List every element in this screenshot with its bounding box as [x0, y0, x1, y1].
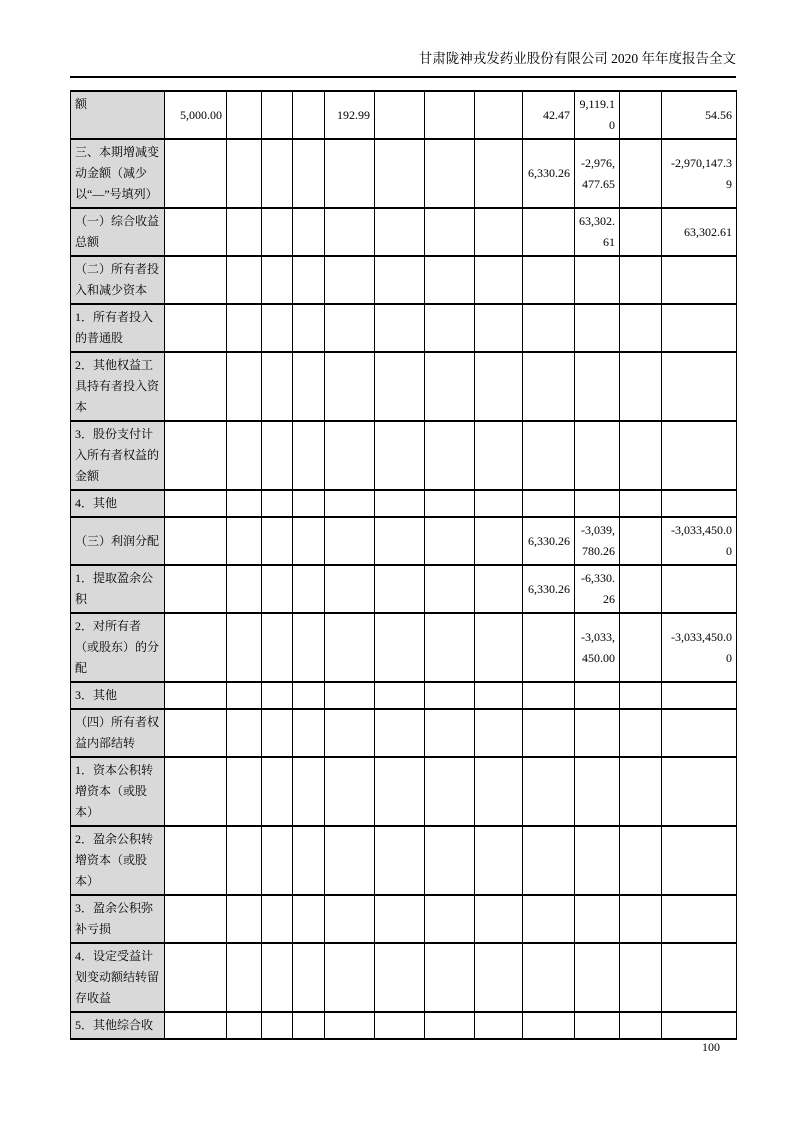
table-row: [71, 1012, 737, 1039]
value-cell: 6,330.26: [523, 139, 575, 208]
value-cell: [262, 565, 293, 613]
value-cell: [425, 517, 475, 565]
row-label: 2．其他权益工具持有者投入资本: [71, 352, 165, 421]
value-cell: [523, 304, 575, 352]
value-cell: [620, 208, 662, 256]
value-cell: [425, 682, 475, 709]
value-cell: [375, 490, 425, 517]
value-cell: [262, 709, 293, 757]
value-cell: [262, 757, 293, 826]
value-cell: [662, 943, 737, 1012]
value-cell: [523, 709, 575, 757]
value-cell: [325, 565, 375, 613]
value-cell: [262, 139, 293, 208]
value-cell: [375, 256, 425, 304]
value-cell: [662, 565, 737, 613]
value-cell: [227, 208, 262, 256]
value-cell: [325, 826, 375, 895]
value-cell: [475, 352, 523, 421]
value-cell: [262, 826, 293, 895]
value-cell: [523, 757, 575, 826]
value-cell: 63,302.61: [662, 208, 737, 256]
value-cell: [425, 256, 475, 304]
value-cell: [620, 352, 662, 421]
value-cell: [375, 826, 425, 895]
value-cell: [475, 1012, 523, 1039]
value-cell: [375, 757, 425, 826]
value-cell: [575, 1012, 620, 1039]
value-cell: [425, 304, 475, 352]
value-cell: -3,033,450.00: [662, 517, 737, 565]
value-cell: [425, 613, 475, 682]
value-cell: [575, 256, 620, 304]
value-cell: 9,119.10: [575, 91, 620, 139]
value-cell: [165, 565, 227, 613]
value-cell: [262, 613, 293, 682]
value-cell: [575, 895, 620, 943]
page-footer: [70, 1040, 720, 1055]
value-cell: [662, 895, 737, 943]
table-row: [71, 757, 737, 826]
value-cell: [325, 256, 375, 304]
value-cell: [325, 709, 375, 757]
value-cell: [523, 682, 575, 709]
row-label: （三）利润分配: [71, 517, 165, 565]
value-cell: [620, 682, 662, 709]
value-cell: [475, 565, 523, 613]
value-cell: [262, 304, 293, 352]
value-cell: [293, 1012, 325, 1039]
value-cell: [575, 490, 620, 517]
table-row: [71, 208, 737, 256]
value-cell: 42.47: [523, 91, 575, 139]
value-cell: [293, 895, 325, 943]
value-cell: [662, 421, 737, 490]
value-cell: [523, 256, 575, 304]
value-cell: [475, 517, 523, 565]
table-row: [71, 943, 737, 1012]
equity-change-table: [70, 90, 737, 1040]
page-number: 100: [702, 1040, 720, 1054]
row-label: 1．所有者投入的普通股: [71, 304, 165, 352]
value-cell: [262, 682, 293, 709]
value-cell: [523, 943, 575, 1012]
value-cell: [227, 421, 262, 490]
value-cell: [425, 490, 475, 517]
value-cell: [325, 421, 375, 490]
value-cell: [227, 613, 262, 682]
value-cell: [575, 682, 620, 709]
value-cell: [662, 682, 737, 709]
value-cell: -3,033,450.00: [662, 613, 737, 682]
value-cell: [262, 490, 293, 517]
value-cell: 5,000.00: [165, 91, 227, 139]
value-cell: [662, 709, 737, 757]
table-row: [71, 895, 737, 943]
value-cell: [165, 256, 227, 304]
value-cell: [227, 1012, 262, 1039]
value-cell: [293, 709, 325, 757]
value-cell: [375, 421, 425, 490]
value-cell: [293, 757, 325, 826]
value-cell: [165, 709, 227, 757]
value-cell: [575, 709, 620, 757]
value-cell: [293, 208, 325, 256]
table-row: [71, 490, 737, 517]
value-cell: [165, 139, 227, 208]
value-cell: [425, 709, 475, 757]
value-cell: [227, 709, 262, 757]
value-cell: [165, 352, 227, 421]
value-cell: [620, 139, 662, 208]
row-label: 1．资本公积转增资本（或股本）: [71, 757, 165, 826]
value-cell: 192.99: [325, 91, 375, 139]
value-cell: [262, 1012, 293, 1039]
row-label: 3．其他: [71, 682, 165, 709]
value-cell: [325, 895, 375, 943]
value-cell: [425, 943, 475, 1012]
value-cell: [523, 613, 575, 682]
value-cell: [262, 91, 293, 139]
value-cell: [325, 613, 375, 682]
value-cell: [475, 613, 523, 682]
value-cell: [375, 709, 425, 757]
value-cell: [620, 1012, 662, 1039]
row-label: 4．设定受益计划变动额结转留存收益: [71, 943, 165, 1012]
table-row: [71, 91, 737, 139]
value-cell: [475, 757, 523, 826]
table-body: [71, 91, 737, 1039]
value-cell: [662, 1012, 737, 1039]
value-cell: [227, 757, 262, 826]
value-cell: 6,330.26: [523, 517, 575, 565]
row-label: 1．提取盈余公积: [71, 565, 165, 613]
value-cell: [262, 517, 293, 565]
value-cell: [375, 91, 425, 139]
value-cell: [325, 139, 375, 208]
row-label: 5．其他综合收: [71, 1012, 165, 1039]
value-cell: [375, 565, 425, 613]
value-cell: [475, 682, 523, 709]
value-cell: [227, 91, 262, 139]
table-row: [71, 826, 737, 895]
value-cell: [523, 352, 575, 421]
value-cell: [325, 352, 375, 421]
value-cell: [425, 1012, 475, 1039]
value-cell: [375, 682, 425, 709]
value-cell: [620, 91, 662, 139]
value-cell: [620, 256, 662, 304]
row-label: 4．其他: [71, 490, 165, 517]
value-cell: [293, 304, 325, 352]
value-cell: [165, 421, 227, 490]
value-cell: [425, 139, 475, 208]
value-cell: [293, 139, 325, 208]
value-cell: [575, 826, 620, 895]
value-cell: [375, 304, 425, 352]
value-cell: [325, 757, 375, 826]
value-cell: [293, 943, 325, 1012]
value-cell: [165, 895, 227, 943]
value-cell: [425, 895, 475, 943]
value-cell: [375, 139, 425, 208]
table-row: [71, 565, 737, 613]
value-cell: [620, 757, 662, 826]
value-cell: [227, 352, 262, 421]
value-cell: [165, 682, 227, 709]
value-cell: [262, 421, 293, 490]
value-cell: [262, 256, 293, 304]
value-cell: [375, 1012, 425, 1039]
value-cell: [575, 421, 620, 490]
value-cell: [325, 208, 375, 256]
value-cell: 63,302.61: [575, 208, 620, 256]
value-cell: [475, 304, 523, 352]
value-cell: [262, 895, 293, 943]
value-cell: [662, 826, 737, 895]
value-cell: [375, 517, 425, 565]
value-cell: [620, 709, 662, 757]
value-cell: [325, 490, 375, 517]
value-cell: [620, 421, 662, 490]
row-label: 2．盈余公积转增资本（或股本）: [71, 826, 165, 895]
value-cell: [662, 757, 737, 826]
value-cell: [523, 208, 575, 256]
value-cell: [475, 256, 523, 304]
row-label: 额: [71, 91, 165, 139]
value-cell: [293, 91, 325, 139]
value-cell: [325, 682, 375, 709]
value-cell: [293, 565, 325, 613]
value-cell: [523, 826, 575, 895]
value-cell: [293, 421, 325, 490]
value-cell: [620, 517, 662, 565]
table-row: [71, 421, 737, 490]
value-cell: [325, 943, 375, 1012]
value-cell: [575, 757, 620, 826]
value-cell: [425, 91, 475, 139]
value-cell: [227, 490, 262, 517]
value-cell: [662, 256, 737, 304]
value-cell: [475, 208, 523, 256]
value-cell: [425, 565, 475, 613]
row-label: 3．盈余公积弥补亏损: [71, 895, 165, 943]
value-cell: [425, 757, 475, 826]
value-cell: -3,039,780.26: [575, 517, 620, 565]
table-row: [71, 709, 737, 757]
value-cell: [620, 895, 662, 943]
value-cell: [375, 895, 425, 943]
value-cell: [523, 490, 575, 517]
value-cell: [262, 943, 293, 1012]
value-cell: [523, 895, 575, 943]
value-cell: [662, 352, 737, 421]
value-cell: [620, 826, 662, 895]
value-cell: [523, 421, 575, 490]
value-cell: [475, 826, 523, 895]
table-row: [71, 256, 737, 304]
table-row: [71, 682, 737, 709]
value-cell: [523, 1012, 575, 1039]
value-cell: -3,033,450.00: [575, 613, 620, 682]
value-cell: [475, 139, 523, 208]
value-cell: [293, 517, 325, 565]
value-cell: [425, 421, 475, 490]
value-cell: [575, 352, 620, 421]
table-row: [71, 304, 737, 352]
value-cell: [662, 490, 737, 517]
value-cell: [293, 490, 325, 517]
value-cell: [620, 565, 662, 613]
value-cell: [293, 826, 325, 895]
value-cell: [262, 208, 293, 256]
value-cell: [293, 352, 325, 421]
value-cell: [165, 757, 227, 826]
value-cell: [293, 682, 325, 709]
value-cell: [165, 613, 227, 682]
value-cell: [227, 139, 262, 208]
value-cell: [325, 517, 375, 565]
report-header-title: 甘肃陇神戎发药业股份有限公司 2020 年年度报告全文: [418, 51, 736, 66]
value-cell: [165, 490, 227, 517]
value-cell: [325, 304, 375, 352]
value-cell: [165, 826, 227, 895]
row-label: 3．股份支付计入所有者权益的金额: [71, 421, 165, 490]
table-row: [71, 517, 737, 565]
value-cell: [227, 517, 262, 565]
value-cell: [227, 304, 262, 352]
value-cell: [425, 208, 475, 256]
value-cell: [662, 304, 737, 352]
value-cell: [165, 517, 227, 565]
value-cell: -2,976,477.65: [575, 139, 620, 208]
value-cell: [475, 421, 523, 490]
value-cell: [375, 613, 425, 682]
value-cell: [227, 826, 262, 895]
table-row: [71, 352, 737, 421]
row-label: 2．对所有者（或股东）的分配: [71, 613, 165, 682]
value-cell: [165, 1012, 227, 1039]
value-cell: [325, 1012, 375, 1039]
value-cell: [475, 943, 523, 1012]
value-cell: [227, 943, 262, 1012]
value-cell: [293, 613, 325, 682]
value-cell: [475, 709, 523, 757]
value-cell: 54.56: [662, 91, 737, 139]
row-label: （二）所有者投入和减少资本: [71, 256, 165, 304]
value-cell: [620, 943, 662, 1012]
value-cell: [375, 943, 425, 1012]
row-label: （一）综合收益总额: [71, 208, 165, 256]
row-label: 三、本期增减变动金额（减少以“—”号填列）: [71, 139, 165, 208]
value-cell: [375, 352, 425, 421]
value-cell: [475, 490, 523, 517]
value-cell: [262, 352, 293, 421]
value-cell: [475, 91, 523, 139]
value-cell: -6,330.26: [575, 565, 620, 613]
value-cell: [227, 895, 262, 943]
value-cell: [575, 304, 620, 352]
page-header: [70, 50, 736, 78]
value-cell: [227, 682, 262, 709]
value-cell: [620, 490, 662, 517]
value-cell: -2,970,147.39: [662, 139, 737, 208]
value-cell: [375, 208, 425, 256]
value-cell: [425, 826, 475, 895]
value-cell: [620, 304, 662, 352]
value-cell: [425, 352, 475, 421]
row-label: （四）所有者权益内部结转: [71, 709, 165, 757]
value-cell: [227, 565, 262, 613]
value-cell: [227, 256, 262, 304]
value-cell: [165, 304, 227, 352]
value-cell: [475, 895, 523, 943]
table-row: [71, 139, 737, 208]
value-cell: [620, 613, 662, 682]
table-row: [71, 613, 737, 682]
value-cell: [165, 208, 227, 256]
value-cell: [575, 943, 620, 1012]
value-cell: [293, 256, 325, 304]
value-cell: [165, 943, 227, 1012]
value-cell: 6,330.26: [523, 565, 575, 613]
